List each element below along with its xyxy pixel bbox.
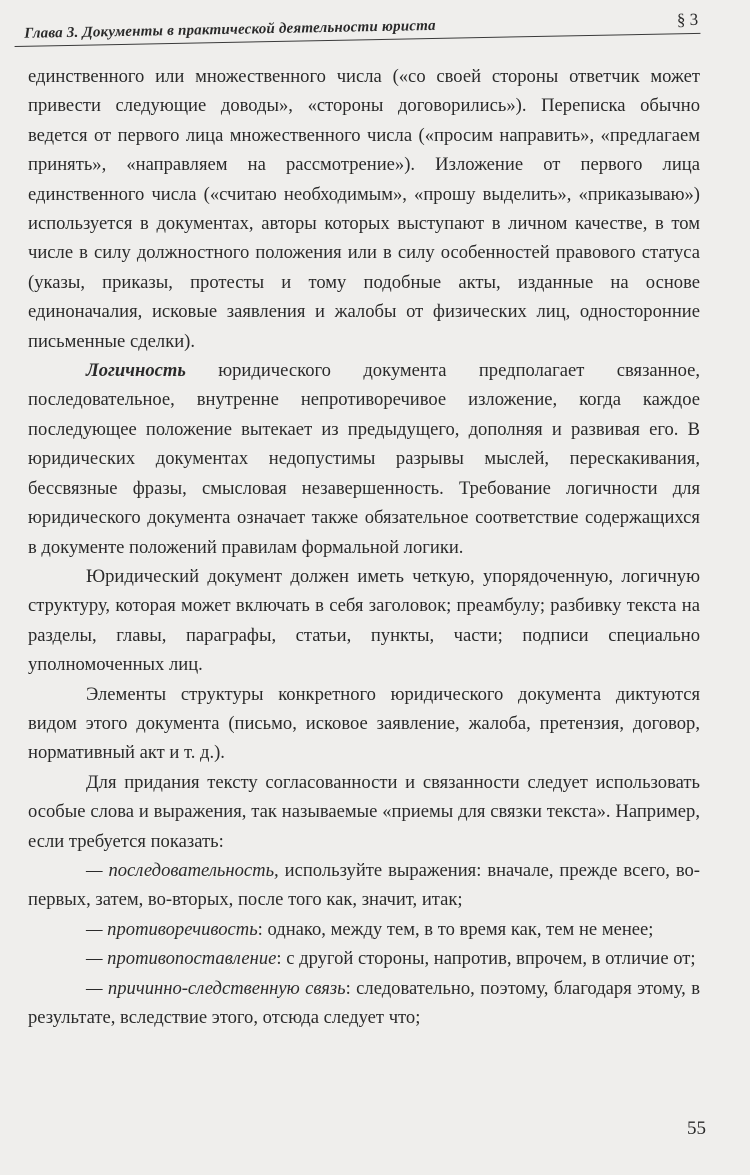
paragraph-continuation: единственного или множественного числа («со своей стороны ответчик может привести следующие доводы», «стороны договорились»). Переписка обычно ведется от первого лица множественного числа («просим направить», «предлагаем принять», «направляем на рассмотрение»). Изложение от первого лица единственного числа («считаю необходимым», «прошу выделить», «приказываю») используется в документах, авторы которых выступают в личном качестве, в том числе в силу должностного положения или в силу особенностей правового статуса (указы, приказы, протесты и тому подобные акты, изданные на основе единоначалия, исковые заявления и жалобы от физических лиц, односторонние письменные сделки). [28, 66, 700, 352]
page-number: 55 [687, 1118, 706, 1139]
list-item-term: — причинно-следственную связь [86, 977, 346, 999]
paragraph-linking: Для придания тексту согласованности и связанности следует использовать особые слова и выражения, так называемые «приемы для связки текста». Например, если требуется показать: [28, 771, 700, 852]
paragraph-structure: Юридический документ должен иметь четкую, упорядоченную, логичную структуру, которая может включать в себя заголовок; преамбулу; разбивку текста на разделы, главы, параграфы, статьи, пункты, части; подписи специально уполномоченных лиц. [28, 565, 700, 676]
running-header [14, 3, 700, 47]
list-item-text: : с другой стороны, напротив, впрочем, в отличие от; [276, 948, 696, 970]
list-item-text: : следовательно, поэтому, благодаря этому, в результате, вследствие этого, отсюда следует что; [28, 977, 700, 1028]
list-item-causality [28, 974, 700, 1033]
paragraph-logicality [28, 356, 700, 562]
term-logicality: Логичность [86, 360, 186, 382]
paragraph-elements: Элементы структуры конкретного юридического документа диктуются видом этого документа (письмо, исковое заявление, жалоба, претензия, договор, нормативный акт и т. д.). [28, 683, 700, 764]
list-item-term: — противоречивость [86, 918, 258, 940]
chapter-title: Глава 3. Документы в практической деятельности юриста [24, 17, 436, 42]
list-item-sequence [28, 856, 700, 915]
list-item-contradiction [28, 915, 700, 944]
section-number: § 3 [676, 9, 699, 30]
paragraph-text: юридического документа предполагает связанное, последовательное, внутренне непротиворечивое изложение, когда каждое последующее положение вытекает из предыдущего, дополняя и развивая его. В юридических документах недопустимы разрывы мыслей, перескакивания, бессвязные фразы, смысловая незавершенность. Требование логичности для юридического документа означает также обязательное соответствие содержащихся в документе положений правилам формальной логики. [28, 360, 700, 558]
list-item-text: : однако, между тем, в то время как, тем не менее; [257, 918, 654, 940]
list-item-term: — противопоставление [86, 948, 277, 970]
list-item-text: используйте выражения: вначале, прежде всего, во-первых, затем, во-вторых, после того как, значит, итак; [28, 859, 700, 911]
list-item-opposition [28, 944, 700, 973]
body-text [28, 62, 700, 1032]
list-item-term: — последовательность, [86, 859, 279, 881]
